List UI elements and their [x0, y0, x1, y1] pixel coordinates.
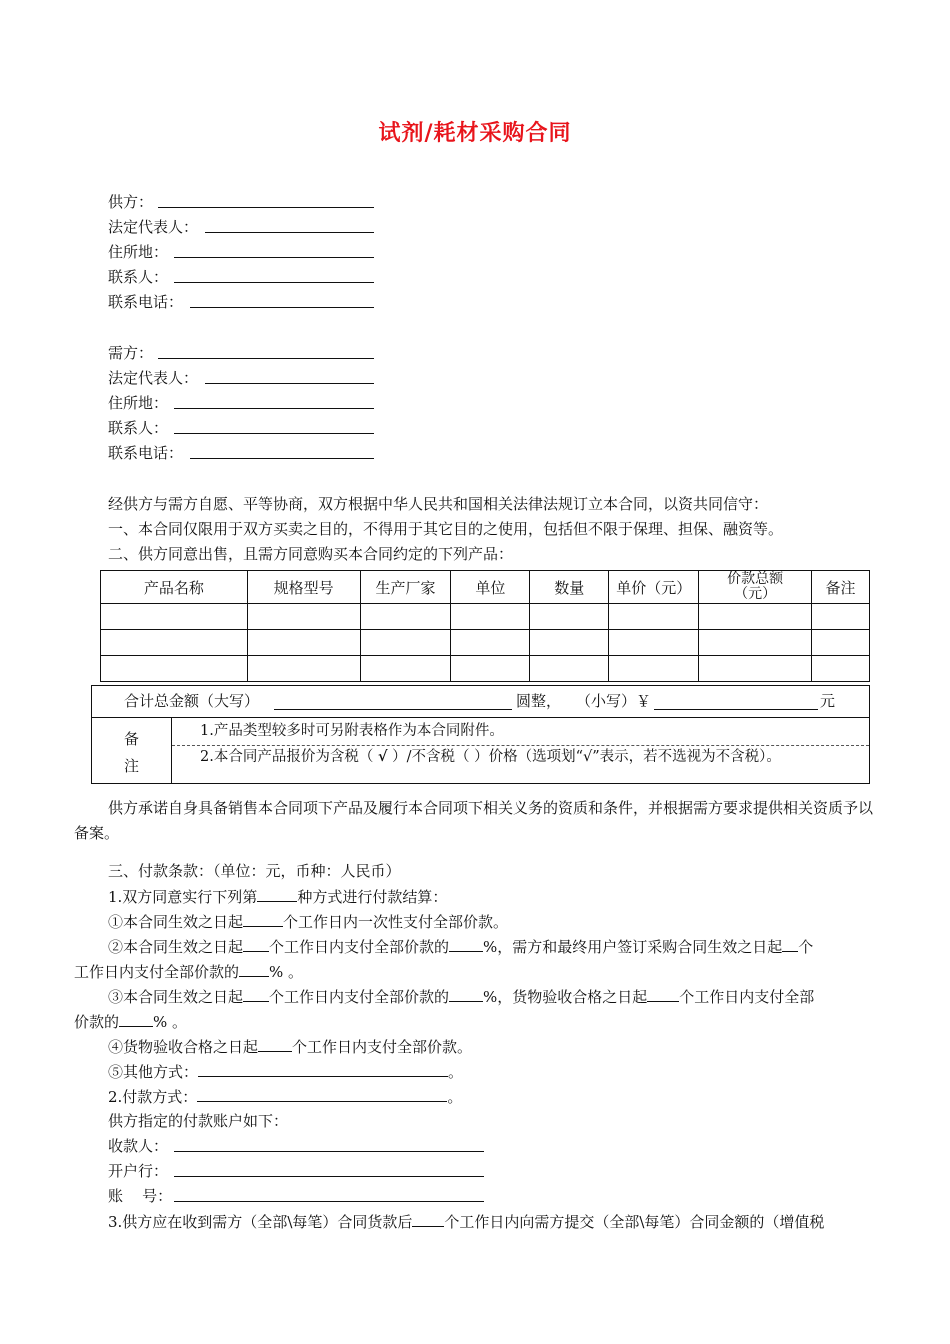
field-label: 法定代表人：	[108, 218, 199, 236]
supplier-phone-blank[interactable]	[190, 292, 374, 308]
supplier-contact-field	[108, 267, 168, 287]
header-unit-price: 单价（元）	[609, 571, 699, 604]
remark-item-2-text-b: ）/不含税（ ）价格（选项划“√”表示，若不选视为不含税）。	[387, 749, 781, 765]
clause-text: 个工作日内支付全部	[679, 988, 815, 1006]
field-label: 联系人：	[108, 419, 169, 437]
table-cell[interactable]	[360, 604, 451, 630]
percent-blank[interactable]	[449, 936, 483, 952]
payment-option-2-line-2	[74, 961, 303, 982]
buyer-address-field	[108, 393, 168, 413]
table-cell[interactable]	[530, 630, 609, 656]
table-cell[interactable]	[530, 604, 609, 630]
clause-text: 个	[798, 938, 814, 956]
buyer-phone-blank[interactable]	[190, 443, 374, 459]
payment-clause-3	[108, 1211, 824, 1232]
payee-blank[interactable]	[174, 1136, 484, 1152]
field-label: 供方：	[108, 193, 154, 211]
product-table	[100, 570, 870, 682]
table-cell[interactable]	[101, 630, 248, 656]
header-quantity: 数量	[530, 571, 609, 604]
clause-text: 1.双方同意实行下列第	[108, 888, 258, 906]
table-cell[interactable]	[812, 630, 870, 656]
table-cell[interactable]	[699, 604, 812, 630]
buyer-address-blank[interactable]	[174, 393, 374, 409]
remark-item-1: 1.产品类型较多时可另附表格作为本合同附件。	[172, 717, 869, 746]
field-label: 联系电话：	[108, 444, 184, 462]
payment-option-1	[108, 911, 508, 932]
payment-clause-1	[108, 886, 447, 907]
table-cell[interactable]	[101, 656, 248, 682]
clause-text: % 。	[153, 1013, 188, 1031]
supplier-contact-blank[interactable]	[174, 267, 374, 283]
clause-text: % 。	[269, 963, 304, 981]
header-unit: 单位	[451, 571, 530, 604]
supplier-address-field	[108, 242, 168, 262]
clause-text: %，货物验收合格之日起	[483, 988, 648, 1006]
payment-clause-2	[108, 1086, 462, 1107]
table-row	[101, 630, 870, 656]
clause-text: 3.供方应在收到需方（全部\每笔）合同货款后	[108, 1213, 413, 1231]
method-number-blank[interactable]	[257, 886, 297, 902]
clause-text: 个工作日内一次性支付全部价款。	[283, 913, 509, 931]
field-label: 开户行：	[108, 1162, 169, 1180]
clause-text: ④货物验收合格之日起	[108, 1038, 259, 1056]
remarks-label	[92, 717, 172, 784]
payment-option-3-line-1	[108, 986, 814, 1007]
clause-text: ①本合同生效之日起	[108, 913, 244, 931]
yuan-zheng-text: 圆整，	[516, 692, 562, 710]
supplier-address-blank[interactable]	[174, 242, 374, 258]
table-cell[interactable]	[101, 604, 248, 630]
total-uppercase-label: 合计总金额（大写）	[124, 692, 260, 710]
payment-option-3-line-2	[74, 1011, 187, 1032]
buyer-phone-field	[108, 443, 183, 463]
payment-method-blank[interactable]	[197, 1086, 447, 1102]
buyer-party-field	[108, 343, 153, 363]
qualification-paragraph: 供方承诺自身具备销售本合同项下产品及履行本合同项下相关义务的资质和条件，并根据需方要求提供相关资质予以备案。	[74, 799, 874, 842]
clause-text: ③本合同生效之日起	[108, 988, 244, 1006]
clause-text: 价款的	[74, 1013, 120, 1031]
header-manufacturer: 生产厂家	[360, 571, 451, 604]
header-product-name: 产品名称	[101, 571, 248, 604]
other-method-blank[interactable]	[198, 1061, 448, 1077]
header-total-price-line2: （元）	[734, 586, 777, 602]
remark-item-2-text-a: 2.本合同产品报价为含税（	[200, 749, 378, 765]
field-label: 联系人：	[108, 268, 169, 286]
payment-option-5	[108, 1061, 463, 1082]
table-header-row	[101, 571, 870, 604]
buyer-legal-rep-blank[interactable]	[205, 368, 374, 384]
header-remarks: 备注	[812, 571, 870, 604]
header-total-price-line1: 价款总额	[727, 571, 784, 587]
clause-text: ②本合同生效之日起	[108, 938, 244, 956]
days-blank[interactable]	[243, 936, 269, 952]
header-total-price	[699, 571, 812, 604]
table-cell[interactable]	[247, 630, 360, 656]
remarks-label-char-1: 备	[123, 730, 139, 748]
field-label: 收款人：	[108, 1137, 169, 1155]
supplier-party-blank[interactable]	[158, 192, 374, 208]
document-title: 试剂/耗材采购合同	[378, 120, 572, 146]
percent-blank[interactable]	[119, 1011, 153, 1027]
supplier-legal-rep-blank[interactable]	[205, 217, 374, 233]
clause-text: 个工作日内向需方提交（全部\每笔）合同金额的（增值税	[444, 1213, 825, 1231]
table-cell[interactable]	[247, 656, 360, 682]
table-cell[interactable]	[699, 630, 812, 656]
remark-item-2	[172, 746, 869, 766]
field-label: 联系电话：	[108, 293, 184, 311]
payment-heading: 三、付款条款：（单位：元，币种：人民币）	[108, 862, 401, 880]
table-cell[interactable]	[812, 604, 870, 630]
bank-field	[108, 1161, 168, 1181]
days-blank[interactable]	[412, 1211, 444, 1227]
table-cell[interactable]	[609, 630, 699, 656]
buyer-legal-rep-field	[108, 368, 198, 388]
field-label: 需方：	[108, 344, 154, 362]
table-cell[interactable]	[247, 604, 360, 630]
table-cell[interactable]	[530, 656, 609, 682]
clause-text: 个工作日内支付全部价款的	[269, 988, 450, 1006]
total-uppercase-blank[interactable]	[274, 694, 512, 710]
days-blank[interactable]	[782, 936, 798, 952]
clause-text: 个工作日内支付全部价款的	[269, 938, 450, 956]
percent-blank[interactable]	[239, 961, 269, 977]
clause-text: 个工作日内支付全部价款。	[292, 1038, 473, 1056]
clause-text: 。	[448, 1063, 464, 1081]
payment-option-2-line-1	[108, 936, 813, 957]
field-label: 住所地：	[108, 243, 169, 261]
account-number-field	[108, 1186, 172, 1206]
clause-two: 二、供方同意出售，且需方同意购买本合同约定的下列产品：	[108, 545, 514, 563]
table-cell[interactable]	[812, 656, 870, 682]
account-number-blank[interactable]	[174, 1186, 484, 1202]
table-cell[interactable]	[360, 630, 451, 656]
remarks-label-char-2: 注	[123, 757, 139, 775]
table-row	[101, 604, 870, 630]
clause-text: %，需方和最终用户签订采购合同生效之日起	[483, 938, 783, 956]
total-remarks-box	[91, 685, 870, 784]
clause-text: 种方式进行付款结算：	[297, 888, 448, 906]
bank-blank[interactable]	[174, 1161, 484, 1177]
payment-option-4	[108, 1036, 472, 1057]
buyer-contact-blank[interactable]	[174, 418, 374, 434]
table-cell[interactable]	[360, 656, 451, 682]
clause-text: 。	[447, 1088, 463, 1106]
total-lowercase-blank[interactable]	[654, 694, 818, 710]
days-blank[interactable]	[647, 986, 679, 1002]
clause-one: 一、本合同仅限用于双方买卖之目的，不得用于其它目的之使用，包括但不限于保理、担保、融资等。	[108, 520, 784, 538]
table-row	[101, 656, 870, 682]
clause-text: ⑤其他方式：	[108, 1063, 199, 1081]
table-cell[interactable]	[609, 604, 699, 630]
table-cell[interactable]	[451, 604, 530, 630]
field-label: 法定代表人：	[108, 369, 199, 387]
total-lowercase-label: （小写）￥	[576, 692, 652, 710]
supplier-legal-rep-field	[108, 217, 198, 237]
total-amount-row	[92, 686, 869, 718]
buyer-contact-field	[108, 418, 168, 438]
days-blank[interactable]	[258, 1036, 292, 1052]
field-label: 账 号：	[108, 1187, 173, 1205]
payee-field	[108, 1136, 168, 1156]
buyer-party-blank[interactable]	[158, 343, 374, 359]
clause-text: 2.付款方式：	[108, 1088, 198, 1106]
days-blank[interactable]	[243, 911, 283, 927]
account-intro: 供方指定的付款账户如下：	[108, 1112, 289, 1130]
table-cell[interactable]	[609, 656, 699, 682]
percent-blank[interactable]	[449, 986, 483, 1002]
supplier-phone-field	[108, 292, 183, 312]
checkmark-icon[interactable]: √	[377, 748, 388, 765]
intro-line-1: 经供方与需方自愿、平等协商，双方根据中华人民共和国相关法律法规订立本合同，以资共同信守：	[108, 495, 769, 513]
header-spec-model: 规格型号	[247, 571, 360, 604]
field-label: 住所地：	[108, 394, 169, 412]
table-cell[interactable]	[451, 656, 530, 682]
table-cell[interactable]	[451, 630, 530, 656]
yuan-text: 元	[820, 692, 836, 710]
table-cell[interactable]	[699, 656, 812, 682]
clause-text: 工作日内支付全部价款的	[74, 963, 240, 981]
supplier-party-field	[108, 192, 153, 212]
days-blank[interactable]	[243, 986, 269, 1002]
